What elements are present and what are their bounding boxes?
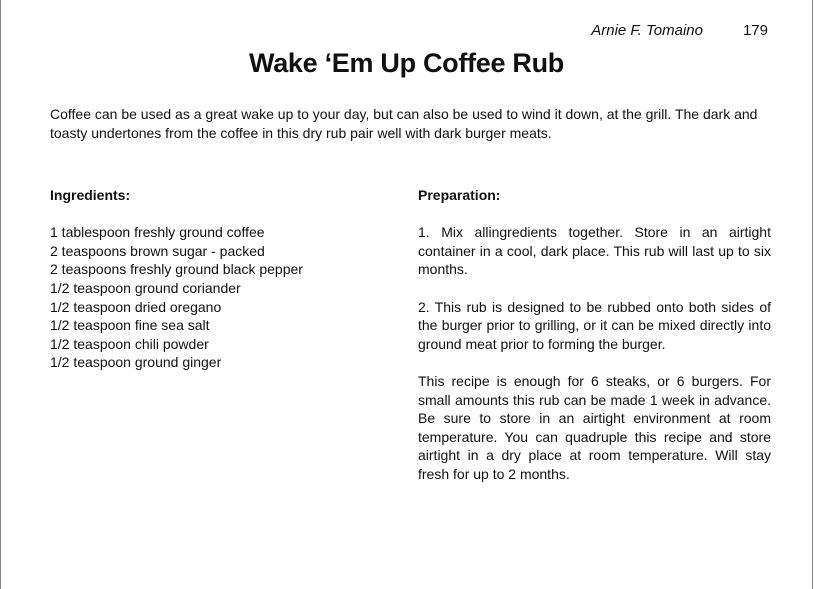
preparation-step: 1. Mix allingredients together. Store in an airtight container in a cool, dark place. This rub will last up to six months. bbox=[418, 224, 771, 278]
ingredient-item: 1/2 teaspoon dried oregano bbox=[50, 298, 222, 315]
page-number: 179 bbox=[742, 22, 768, 39]
preparation-note: This recipe is enough for 6 steaks, or 6 burgers. For small amounts this rub can be made 1 week in advance. Be sure to store in an airtight environment at room temperature. You can quadruple this recipe and store airtight in a dry place at room temperature. Will stay fresh for up to 2 months. bbox=[418, 372, 771, 482]
recipe-title: Wake ‘Em Up Coffee Rub bbox=[249, 48, 564, 78]
running-header bbox=[591, 22, 768, 39]
ingredient-item: 1 tablespoon freshly ground coffee bbox=[50, 224, 265, 241]
ingredient-item: 2 teaspoons freshly ground black pepper bbox=[50, 261, 303, 278]
ingredient-item: 2 teaspoons brown sugar - packed bbox=[50, 242, 265, 259]
ingredients-heading: Ingredients: bbox=[50, 187, 131, 203]
ingredient-item: 1/2 teaspoon ground ginger bbox=[50, 354, 222, 371]
author-name: Arnie F. Tomaino bbox=[591, 22, 703, 39]
ingredient-item: 1/2 teaspoon chili powder bbox=[50, 335, 209, 352]
preparation-step: 2. This rub is designed to be rubbed onto both sides of the burger prior to grilling, or it can be mixed directly into ground meat prior to forming the burger. bbox=[418, 298, 771, 352]
ingredient-item: 1/2 teaspoon fine sea salt bbox=[50, 317, 210, 334]
ingredients-list bbox=[50, 223, 380, 372]
preparation-section bbox=[418, 186, 771, 502]
ingredient-item: 1/2 teaspoon ground coriander bbox=[50, 279, 241, 296]
ingredients-section bbox=[50, 186, 380, 372]
preparation-heading: Preparation: bbox=[418, 187, 501, 203]
recipe-intro: Coffee can be used as a great wake up to your day, but can also be used to wind it down, at the grill. The dark and toasty undertones from the coffee in this dry rub pair well with dark burger meats. bbox=[50, 106, 758, 141]
